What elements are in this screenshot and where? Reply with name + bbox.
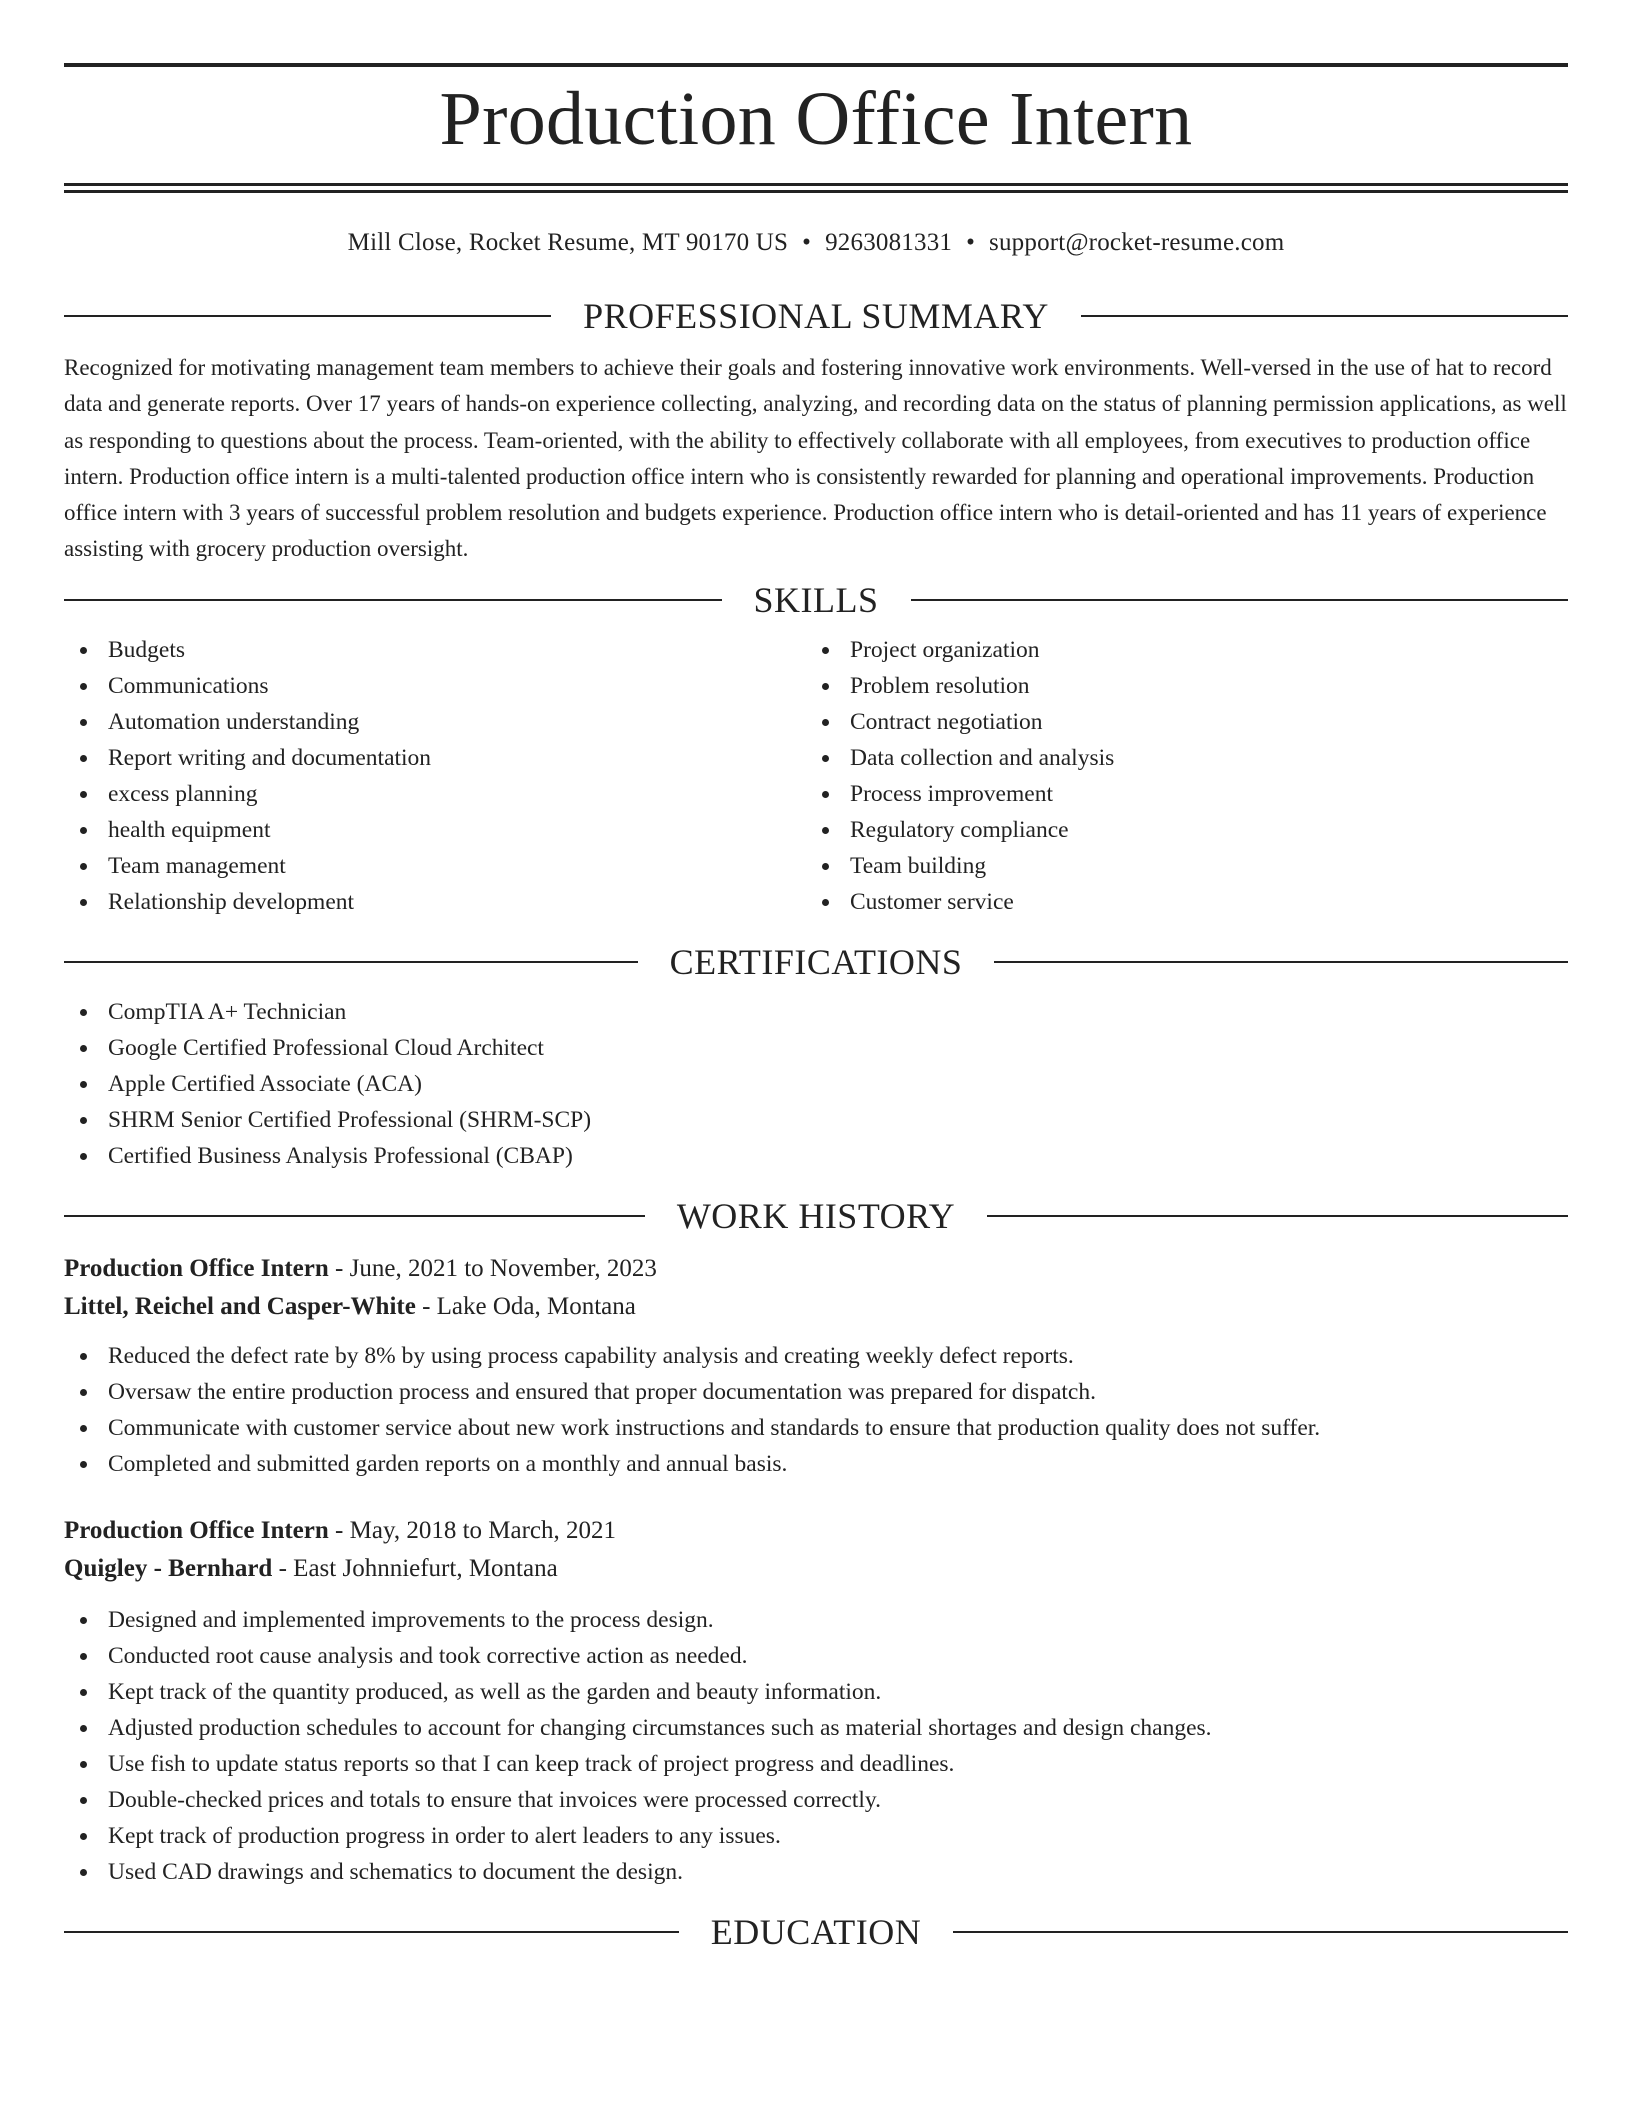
skill-item: excess planning — [64, 776, 806, 812]
skill-item: health equipment — [64, 812, 806, 848]
heading-rule — [64, 1931, 679, 1933]
skills-column-right — [806, 632, 1548, 920]
job-company-line — [64, 1288, 1568, 1326]
certification-item: CompTIA A+ Technician — [64, 994, 1568, 1030]
skill-item: Team building — [806, 848, 1548, 884]
header-double-rule — [64, 183, 1568, 193]
skill-item: Relationship development — [64, 884, 806, 920]
section-title: EDUCATION — [710, 1911, 922, 1952]
skill-item: Team management — [64, 848, 806, 884]
heading-rule — [64, 1215, 645, 1217]
contact-phone: 9263081331 — [825, 229, 953, 256]
job-title-line — [64, 1250, 1568, 1288]
contact-address: Mill Close, Rocket Resume, MT 90170 US — [347, 229, 789, 256]
skill-item: Project organization — [806, 632, 1548, 668]
skills-list — [64, 632, 1568, 920]
certifications-list — [64, 994, 1568, 1174]
certification-item: Certified Business Analysis Professional (CBAP) — [64, 1138, 1568, 1174]
job-bullets — [64, 1338, 1568, 1482]
skills-heading — [64, 578, 1568, 622]
heading-rule — [1081, 315, 1568, 317]
job-bullets — [64, 1602, 1568, 1890]
job-bullet: Reduced the defect rate by 8% by using process capability analysis and creating weekly defect reports. — [64, 1338, 1568, 1374]
job-location: - East Johnniefurt, Montana — [272, 1554, 558, 1582]
heading-rule — [911, 599, 1569, 601]
job-bullet: Conducted root cause analysis and took corrective action as needed. — [64, 1638, 1568, 1674]
job-bullet: Oversaw the entire production process and ensured that proper documentation was prepared for dispatch. — [64, 1374, 1568, 1410]
summary-text: Recognized for motivating management team members to achieve their goals and fostering innovative work environments. Well-versed in the use of hat to record data and generate reports. Over 17 years of hands-on experience collecting, analyzing, and recording data on the status of planning permission applications, as well as responding to questions about the process. Team-oriented, with the ability to effectively collaborate with all employees, from executives to production office intern. Production office intern is a multi-talented production office intern who is consistently rewarded for planning and operational improvements. Production office intern with 3 years of successful problem resolution and budgets experience. Production office intern who is detail-oriented and has 11 years of experience assisting with grocery production oversight. — [64, 355, 1567, 562]
section-title: SKILLS — [753, 579, 879, 620]
section-title: CERTIFICATIONS — [669, 941, 963, 982]
job-bullet: Use fish to update status reports so that I can keep track of project progress and deadlines. — [64, 1746, 1568, 1782]
job-company: Quigley - Bernhard — [64, 1554, 273, 1582]
certification-item: Apple Certified Associate (ACA) — [64, 1066, 1568, 1102]
job-location: - Lake Oda, Montana — [415, 1292, 636, 1320]
skill-item: Process improvement — [806, 776, 1548, 812]
job-entry — [64, 1250, 1568, 1482]
resume-title: Production Office Intern — [439, 77, 1193, 161]
job-dates: - June, 2021 to November, 2023 — [328, 1254, 657, 1282]
job-entry — [64, 1512, 1568, 1890]
job-dates: - May, 2018 to March, 2021 — [328, 1516, 617, 1544]
header-top-rule — [64, 63, 1568, 67]
heading-rule — [987, 1215, 1568, 1217]
section-title: WORK HISTORY — [676, 1195, 956, 1236]
job-bullet: Used CAD drawings and schematics to document the design. — [64, 1854, 1568, 1890]
skill-item: Regulatory compliance — [806, 812, 1548, 848]
certification-item: SHRM Senior Certified Professional (SHRM-SCP) — [64, 1102, 1568, 1138]
skill-item: Automation understanding — [64, 704, 806, 740]
job-bullet: Completed and submitted garden reports on a monthly and annual basis. — [64, 1446, 1568, 1482]
contact-separator: • — [966, 229, 976, 256]
education-heading — [64, 1910, 1568, 1954]
certifications-heading — [64, 940, 1568, 984]
skill-item: Customer service — [806, 884, 1548, 920]
job-bullet: Designed and implemented improvements to the process design. — [64, 1602, 1568, 1638]
contact-email: support@rocket-resume.com — [989, 229, 1285, 256]
skill-item: Report writing and documentation — [64, 740, 806, 776]
work-history-heading — [64, 1194, 1568, 1238]
certification-item: Google Certified Professional Cloud Architect — [64, 1030, 1568, 1066]
job-bullet: Double-checked prices and totals to ensure that invoices were processed correctly. — [64, 1782, 1568, 1818]
heading-rule — [64, 315, 551, 317]
job-title: Production Office Intern — [64, 1254, 329, 1282]
skill-item: Contract negotiation — [806, 704, 1548, 740]
job-bullet: Communicate with customer service about new work instructions and standards to ensure that production quality does not suffer. — [64, 1410, 1568, 1446]
section-title: PROFESSIONAL SUMMARY — [583, 296, 1049, 336]
heading-rule — [953, 1931, 1568, 1933]
skill-item: Budgets — [64, 632, 806, 668]
heading-rule — [64, 599, 722, 601]
heading-rule — [994, 961, 1568, 963]
job-bullet: Adjusted production schedules to account for changing circumstances such as material shortages and design changes. — [64, 1710, 1568, 1746]
skills-column-left — [64, 632, 806, 920]
resume-content — [64, 63, 1568, 1954]
contact-separator: • — [802, 229, 812, 256]
contact-line — [64, 226, 1568, 260]
skill-item: Data collection and analysis — [806, 740, 1548, 776]
heading-rule — [64, 961, 638, 963]
job-title: Production Office Intern — [64, 1516, 329, 1544]
job-company: Littel, Reichel and Casper-White — [64, 1292, 416, 1320]
skill-item: Communications — [64, 668, 806, 704]
summary-heading — [64, 294, 1568, 338]
skill-item: Problem resolution — [806, 668, 1548, 704]
job-bullet: Kept track of the quantity produced, as well as the garden and beauty information. — [64, 1674, 1568, 1710]
job-bullet: Kept track of production progress in order to alert leaders to any issues. — [64, 1818, 1568, 1854]
job-company-line — [64, 1550, 1568, 1588]
job-title-line — [64, 1512, 1568, 1550]
